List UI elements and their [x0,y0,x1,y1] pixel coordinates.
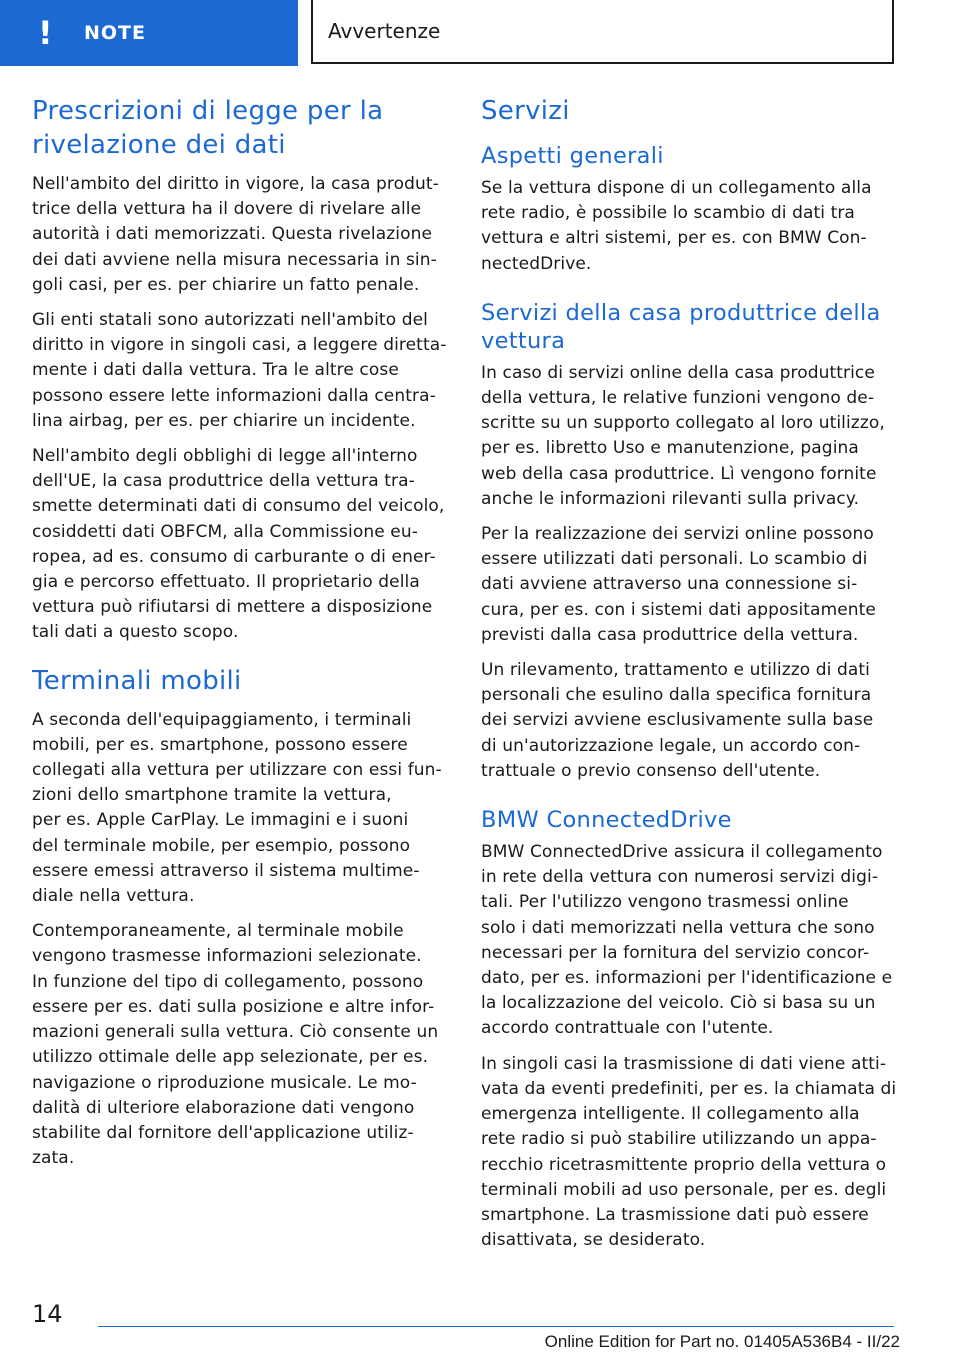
paragraph: Contemporaneamente, al terminale mobile vengono trasmesse informazioni selezionate. In funzione del tipo di collegamento, possono essere per es. dati sulla posizione e altre infor- mazioni generali sulla vettura. Ciò consente un utilizzo ottimale delle app selezionate, per es. navigazione o riproduzione musicale. Le mo- dalità di ulteriore elaborazione dati vengono stabilite dal fornitore dell'applicazione utiliz- zata. [32,921,439,1169]
subheading-manufacturer-services: Servizi della casa produttrice della vettura [481,299,881,354]
note-header-tab [0,0,298,66]
heading-services: Servizi [481,96,570,126]
paragraph: In singoli casi la trasmissione di dati viene atti- vata da eventi predefiniti, per es. la chiamata di emergenza intelligente. Il collegamento alla rete radio si può stabilire utilizzando un appa- recchio ricetrasmittente proprio della vettura o terminali mobili ad uso personale, per es. degli smartphone. La trasmissione dati può essere disattivata, se desiderato. [481,1053,897,1251]
paragraph: BMW ConnectedDrive assicura il collegamento in rete della vettura con numerosi servizi digi- tali. Per l'utilizzo vengono trasmessi online solo i dati memorizzati nella vettura che sono necessari per la fornitura del servizio concor- dato, per es. informazioni per l'identificazione e la localizzazione del veicolo. Ciò si basa su un accordo contrattuale con l'utente. [481,842,893,1039]
left-column [32,94,450,1181]
subheading-connecteddrive: BMW ConnectedDrive [481,807,732,834]
paragraph: Nell'ambito del diritto in vigore, la casa produt- trice della vettura ha il dovere di rivelare alle autorità i dati memorizzati. Questa rivelazione dei dati avviene nella misura necessaria in sin- goli casi, per es. per chiarire un fatto penale. [32,174,439,295]
paragraph: A seconda dell'equipaggiamento, i terminali mobili, per es. smartphone, possono essere collegati alla vettura per utilizzare con essi fun- zioni dello smartphone tramite la vettura, per es. Apple CarPlay. Le immagini e i suoni del terminale mobile, per esempio, possono essere emessi attraverso il sistema multime- diale nella vettura. [32,709,442,907]
paragraph: Nell'ambito degli obblighi di legge all'interno dell'UE, la casa produttrice della vettura tra- smette determinati dati di consumo del veicolo, cosiddetti dati OBFCM, alla Commissione eu- ropea, ad es. consumo di carburante o di ener- gia e percorso effettuato. Il proprietario della vettura può rifiutarsi di mettere a disposizione tali dati a questo scopo. [32,446,445,643]
note-label: NOTE [84,22,146,44]
paragraph: In caso di servizi online della casa produttrice della vettura, le relative funzioni vengono de- scritte su un supporto collegato al loro utilizzo, per es. libretto Uso e manutenzione, pagina web della casa produttrice. Lì vengono fornite anche le informazioni rilevanti sulla privacy. [481,362,885,509]
heading-legal-disclosure: Prescrizioni di legge per la rivelazione dei dati [32,96,384,160]
heading-mobile-terminals: Terminali mobili [32,665,242,696]
exclamation-icon: ! [38,14,53,52]
paragraph: Un rilevamento, trattamento e utilizzo di dati personali che esulino dalla specifica fornitura dei servizi avviene esclusivamente sulla base di un'autorizzazione legale, un accordo con- trattuale o previo consenso dell'utente. [481,660,874,781]
subheading-general: Aspetti generali [481,143,664,169]
section-title: Avvertenze [311,0,894,64]
paragraph: Gli enti statali sono autorizzati nell'ambito del diritto in vigore in singoli casi, a leggere diretta- mente i dati dalla vettura. Tra le altre cose possono essere lette informazioni dalla centra- lina airbag, per es. per chiarire un incidente. [32,310,447,431]
right-column [481,94,901,1263]
edition-footer: Online Edition for Part no. 01405A536B4 - II/22 [544,1332,900,1351]
paragraph: Per la realizzazione dei servizi online possono essere utilizzati dati personali. Lo scambio di dati avviene attraverso una connessione si- cura, per es. con i sistemi dati appositamente previsti dalla casa produttrice della vettura. [481,524,876,645]
page-number: 14 [32,1300,63,1328]
paragraph: Se la vettura dispone di un collegamento alla rete radio, è possibile lo scambio di dati tra vettura e altri sistemi, per es. con BMW Con- nectedDrive. [481,178,872,274]
footer-divider [98,1326,894,1327]
